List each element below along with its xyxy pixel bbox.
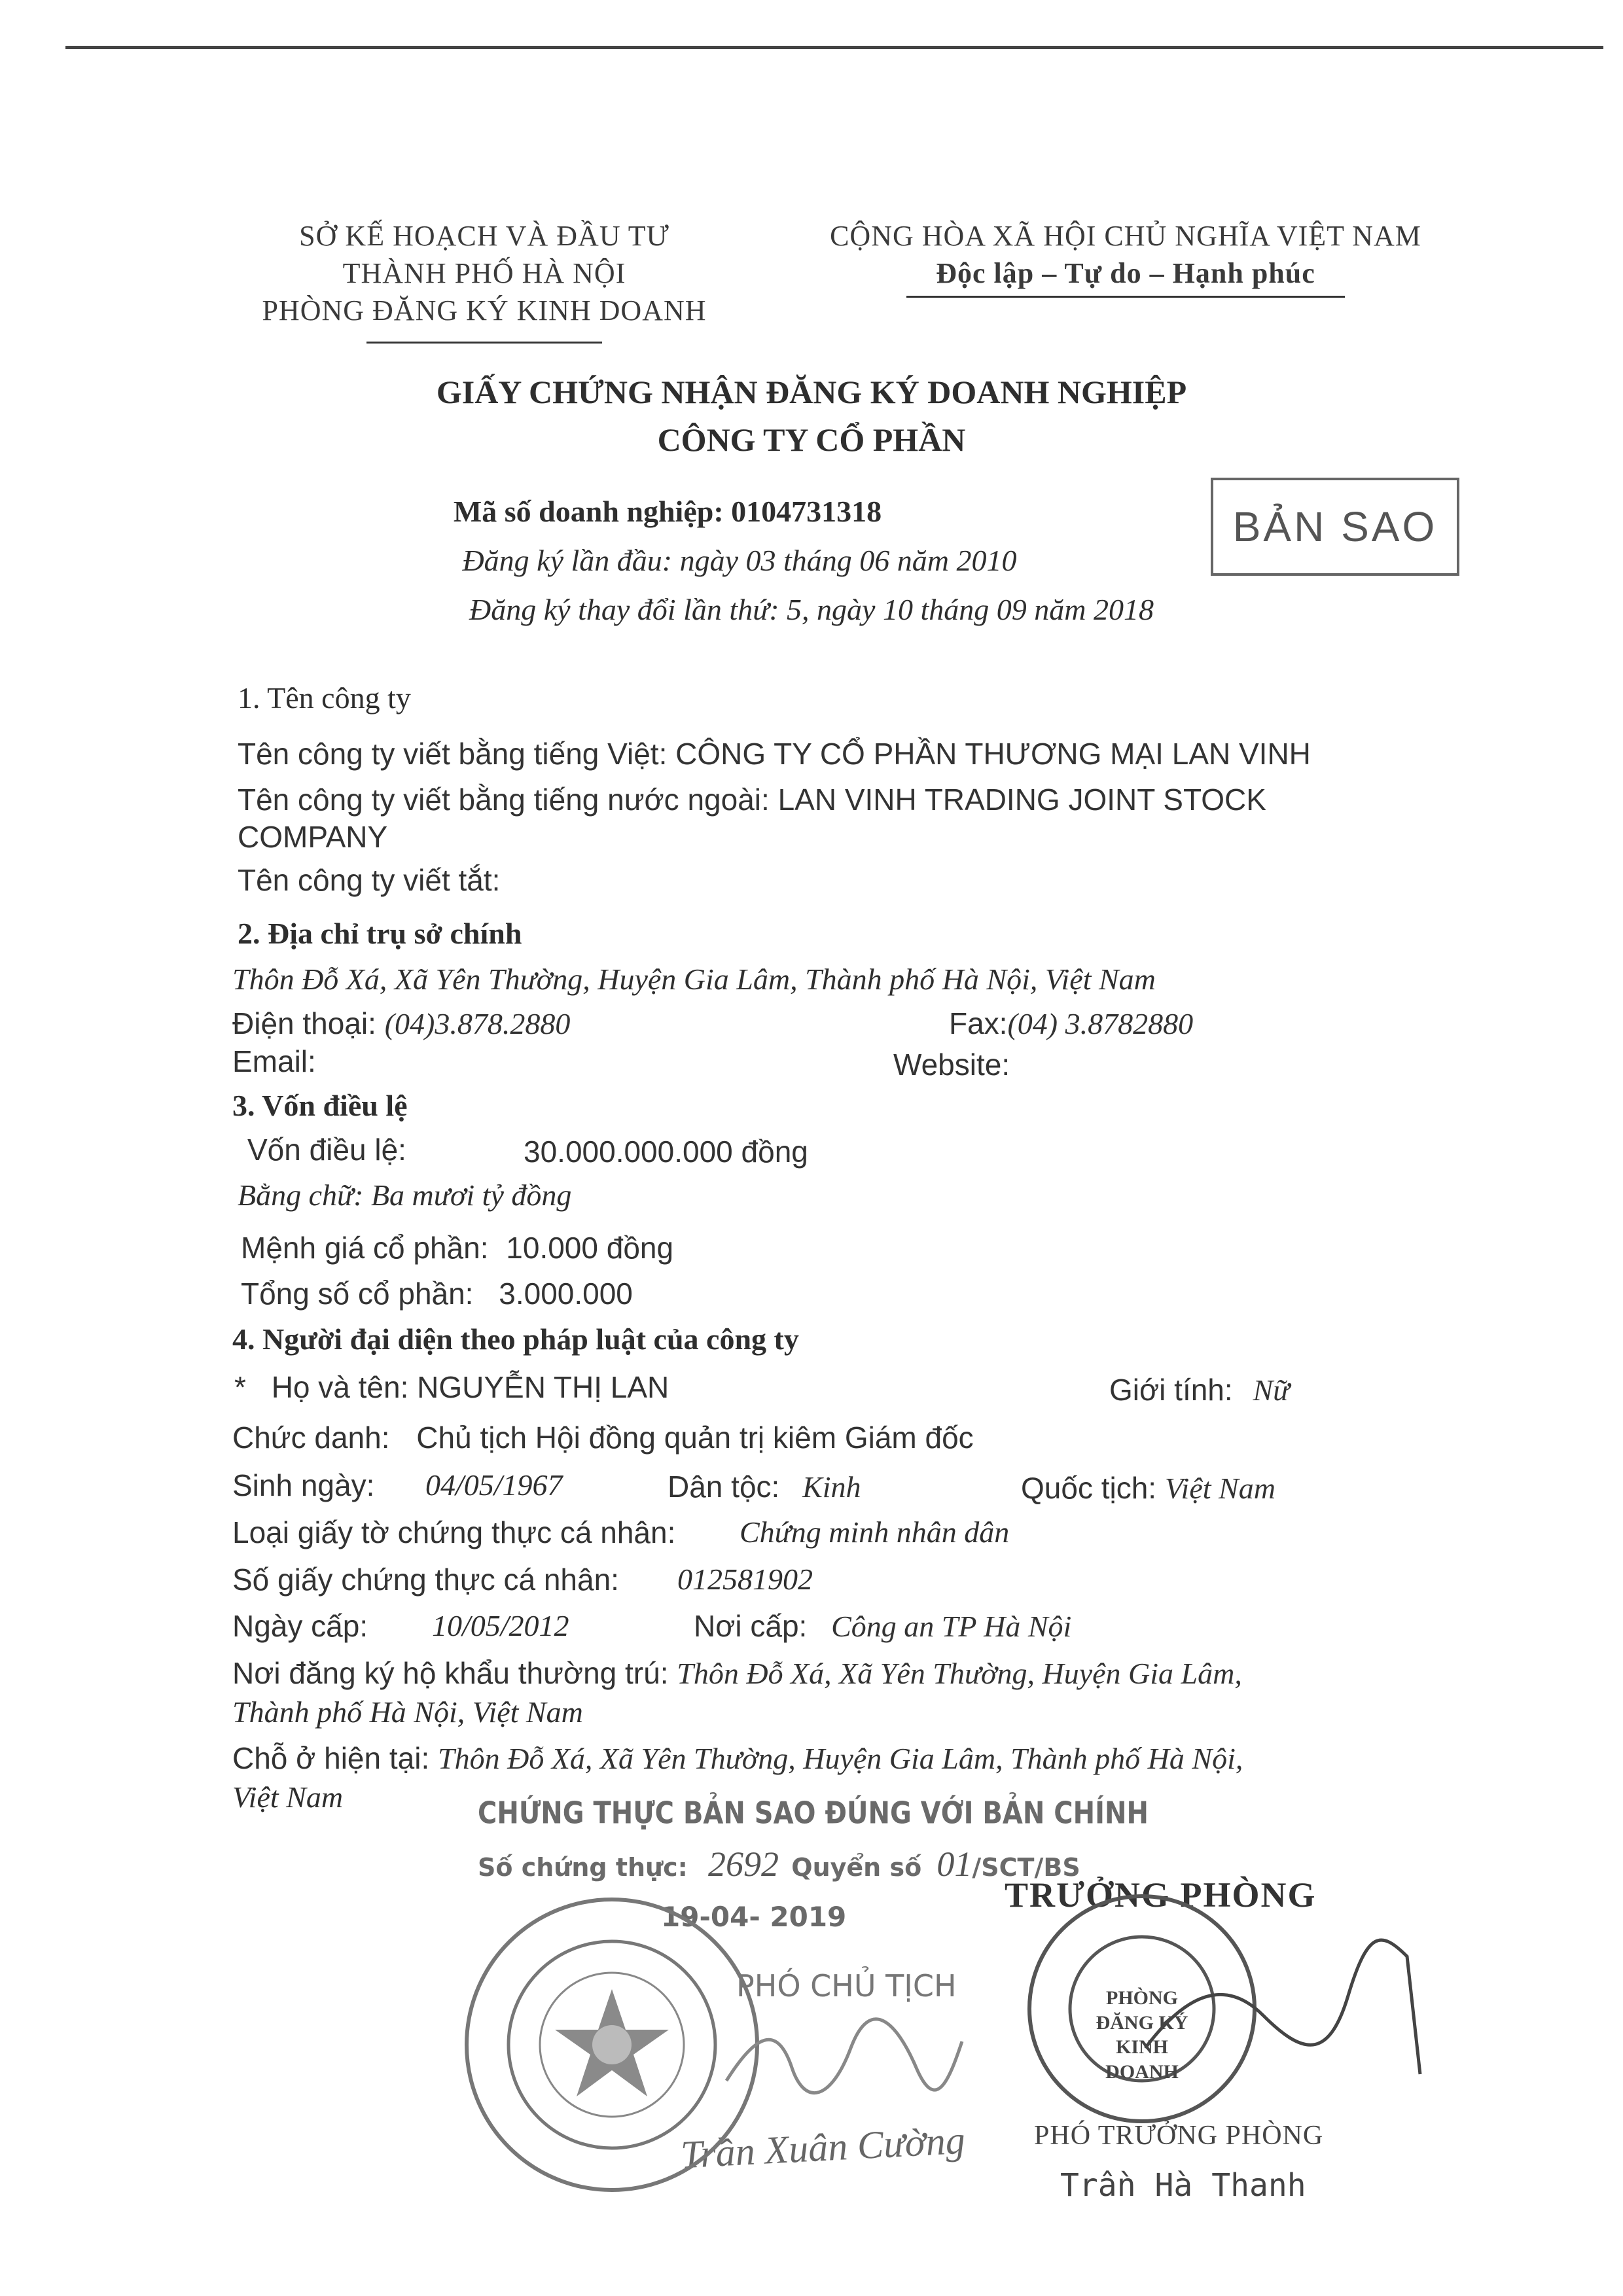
total-shares-label: Tổng số cổ phần: <box>241 1277 474 1311</box>
head-signature-image <box>1132 1917 1433 2091</box>
rep-id-type-label: Loại giấy tờ chứng thực cá nhân: <box>232 1515 676 1549</box>
rep-dob-label: Sinh ngày: <box>232 1468 375 1502</box>
rep-current-value-1: Thôn Đỗ Xá, Xã Yên Thường, Huyện Gia Lâm, Thành phố Hà Nội, <box>438 1742 1243 1775</box>
header-left-line2: THÀNH PHỐ HÀ NỘI <box>342 257 626 289</box>
copy-stamp: BẢN SAO <box>1211 478 1459 576</box>
par-value-amount: 10.000 đồng <box>506 1231 674 1265</box>
rep-id-type-value: Chứng minh nhân dân <box>740 1515 1010 1549</box>
deputy-head-title: PHÓ TRƯỞNG PHÒNG <box>1034 2121 1324 2151</box>
total-shares-value: 3.000.000 <box>499 1277 633 1311</box>
rep-ethnic-label: Dân tộc: <box>668 1470 780 1504</box>
head-of-office-title: TRƯỞNG PHÒNG <box>1005 1875 1317 1915</box>
certification-number <box>478 1844 1080 1884</box>
rep-id-number-label: Số giấy chứng thực cá nhân: <box>232 1563 619 1597</box>
rep-issue-place-value: Công an TP Hà Nội <box>831 1610 1072 1643</box>
company-short-name-label: Tên công ty viết tắt: <box>238 863 501 897</box>
rep-issue-date-value: 10/05/2012 <box>432 1609 569 1642</box>
certification-line: CHỨNG THỰC BẢN SAO ĐÚNG VỚI BẢN CHÍNH <box>478 1796 1149 1831</box>
header-left-line3: PHÒNG ĐĂNG KÝ KINH DOANH <box>262 294 707 327</box>
first-registration: Đăng ký lần đầu: ngày 03 tháng 06 năm 2010 <box>462 544 1017 577</box>
rep-issue-place-label: Nơi cấp: <box>694 1609 808 1643</box>
rep-id-number-value: 012581902 <box>677 1563 813 1596</box>
rep-gender-label: Giới tính: <box>1109 1373 1233 1407</box>
company-name-vn-label: Tên công ty viết bằng tiếng Việt: <box>238 737 668 771</box>
rep-name-value: NGUYỄN THỊ LAN <box>417 1370 669 1404</box>
section3-heading: 3. Vốn điều lệ <box>232 1089 408 1122</box>
company-name-foreign-label: Tên công ty viết bằng tiếng nước ngoài: <box>238 783 770 817</box>
certification-book-value: 01 <box>936 1845 972 1884</box>
fax <box>949 1006 1193 1041</box>
header-left-line1: SỞ KẾ HOẠCH VÀ ĐẦU TƯ <box>299 220 669 252</box>
section2-heading: 2. Địa chỉ trụ sở chính <box>238 917 522 950</box>
company-name-vn <box>238 736 1311 771</box>
par-value-label: Mệnh giá cổ phần: <box>241 1231 489 1265</box>
header-right <box>805 219 1446 290</box>
section4-heading: 4. Người đại diện theo pháp luật của công ty <box>232 1322 799 1356</box>
rep-issue-place <box>694 1608 1071 1644</box>
header-left-underline <box>366 342 602 344</box>
rep-ethnic <box>668 1469 861 1504</box>
rep-nationality-label: Quốc tịch: <box>1021 1471 1157 1505</box>
rep-dob-value: 04/05/1967 <box>425 1468 563 1502</box>
website-label: Website: <box>893 1048 1010 1082</box>
rep-permanent-value-1: Thôn Đỗ Xá, Xã Yên Thường, Huyện Gia Lâm, <box>677 1657 1242 1690</box>
company-name-foreign <box>238 782 1266 817</box>
rep-gender-value: Nữ <box>1253 1373 1290 1407</box>
vice-chair-signature-image <box>720 2002 969 2110</box>
header-right-underline <box>906 296 1345 298</box>
deputy-head-name: Trần Hà Thanh <box>1060 2167 1306 2204</box>
capital-in-words-label: Bằng chữ: <box>238 1178 364 1212</box>
rep-current-value-2: Việt Nam <box>232 1780 344 1814</box>
rep-position-label: Chức danh: <box>232 1421 390 1455</box>
company-name-vn-value: CÔNG TY CỔ PHẦN THƯƠNG MẠI LAN VINH <box>675 737 1311 771</box>
rep-permanent-label: Nơi đăng ký hộ khẩu thường trú: <box>232 1656 669 1690</box>
document-title: GIẤY CHỨNG NHẬN ĐĂNG KÝ DOANH NGHIỆP <box>436 374 1187 410</box>
total-shares <box>241 1276 633 1311</box>
certification-book-label: Quyển số <box>791 1853 922 1882</box>
rep-current-label: Chỗ ở hiện tại: <box>232 1741 430 1775</box>
charter-capital-value: 30.000.000.000 đồng <box>524 1135 808 1169</box>
office-seal-text: PHÒNG ĐĂNG KÝ KINH DOANH <box>1096 1987 1188 2083</box>
vice-chair-title: PHÓ CHỦ TỊCH <box>736 1968 957 2004</box>
document-subtitle: CÔNG TY CỔ PHẦN <box>657 421 966 458</box>
rep-bullet: * <box>234 1370 246 1404</box>
fax-value: (04) 3.8782880 <box>1007 1007 1194 1040</box>
phone-label: Điện thoại: <box>232 1006 376 1040</box>
section1-heading: 1. Tên công ty <box>238 681 411 715</box>
head-office-address: Thôn Đỗ Xá, Xã Yên Thường, Huyện Gia Lâm, Thành phố Hà Nội, Việt Nam <box>232 963 1156 996</box>
rep-position-value: Chủ tịch Hội đồng quản trị kiêm Giám đốc <box>416 1421 974 1455</box>
certification-number-label: Số chứng thực: <box>478 1853 688 1882</box>
charter-capital-label: Vốn điều lệ: <box>247 1133 406 1167</box>
capital-in-words-value: Ba mươi tỷ đồng <box>370 1178 572 1212</box>
rep-gender <box>1109 1372 1289 1407</box>
capital-in-words <box>238 1178 571 1212</box>
change-registration: Đăng ký thay đổi lần thứ: 5, ngày 10 tháng 09 năm 2018 <box>469 593 1154 626</box>
rep-issue-date-label: Ngày cấp: <box>232 1609 368 1643</box>
certification-book-suffix: /SCT/BS <box>972 1853 1080 1882</box>
rep-permanent-value-2: Thành phố Hà Nội, Việt Nam <box>232 1695 583 1729</box>
certification-number-value: 2692 <box>708 1845 779 1884</box>
rep-current-address <box>232 1740 1243 1776</box>
vice-chair-signer: Trần Xuân Cường <box>679 2118 967 2177</box>
par-value <box>241 1230 673 1265</box>
rep-ethnic-value: Kinh <box>802 1470 861 1504</box>
header-right-line1: CỘNG HÒA XÃ HỘI CHỦ NGHĨA VIỆT NAM <box>830 220 1421 252</box>
company-name-foreign-cont: COMPANY <box>238 820 388 854</box>
enterprise-code: Mã số doanh nghiệp: 0104731318 <box>453 495 882 528</box>
rep-position <box>232 1420 974 1455</box>
email-label: Email: <box>232 1044 316 1078</box>
header-left <box>255 219 713 327</box>
rep-nationality-value: Việt Nam <box>1164 1472 1275 1505</box>
company-name-foreign-value: LAN VINH TRADING JOINT STOCK <box>777 783 1266 817</box>
fax-label: Fax: <box>949 1006 1008 1040</box>
header-right-line2: Độc lập – Tự do – Hạnh phúc <box>936 257 1315 289</box>
top-rule <box>65 46 1603 49</box>
rep-nationality <box>1021 1470 1275 1506</box>
rep-name <box>234 1369 669 1405</box>
phone-value: (04)3.878.2880 <box>384 1007 571 1040</box>
rep-permanent-address <box>232 1655 1242 1691</box>
rep-name-label: Họ và tên: <box>271 1370 409 1404</box>
phone <box>232 1006 570 1041</box>
certification-date: 19-04- 2019 <box>661 1901 847 1933</box>
